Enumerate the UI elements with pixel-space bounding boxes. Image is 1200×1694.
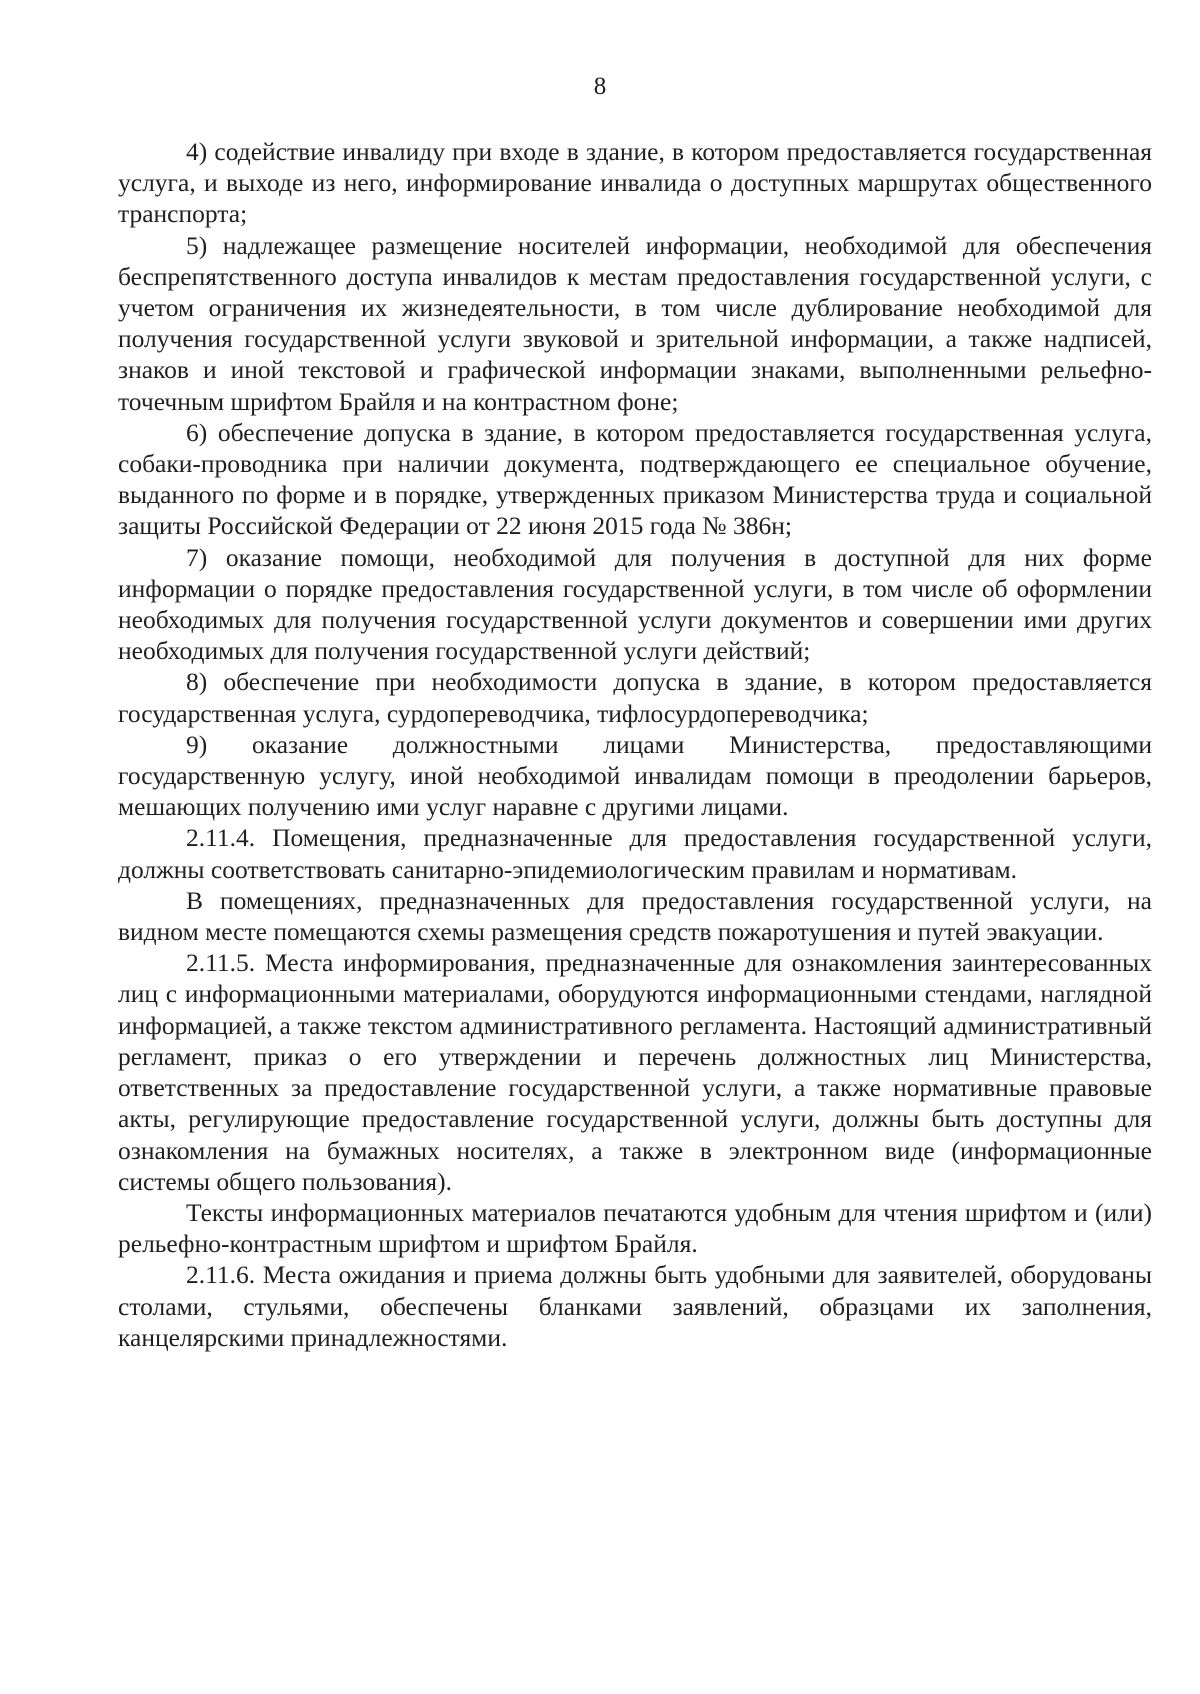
paragraph-evacuation-schemes: В помещениях, предназначенных для предоставления государственной услуги, на видном месте помещаются схемы размещения средств пожаротушения и путей эвакуации. [118, 885, 1152, 947]
page-number: 8 [593, 73, 607, 100]
paragraph-item-5-information-carriers: 5) надлежащее размещение носителей информации, необходимой для обеспечения беспрепятственного доступа инвалидов к местам предоставления государственной услуги, с учетом ограничения их жизнедеятельности, в том числе дублирование необходимой для получения государственной услуги звуковой и зрительной информации, а также надписей, знаков и иной текстовой и графической информации знаками, выполненными рельефно-точечным шрифтом Брайля и на контрастном фоне; [118, 230, 1152, 416]
paragraph-item-9-officials-assistance: 9) оказание должностными лицами Министерства, предоставляющими государственную услугу, иной необходимой инвалидам помощи в преодолении барьеров, мешающих получению ими услуг наравне с другими лицами. [118, 729, 1152, 822]
paragraph-2-11-5-information-places: 2.11.5. Места информирования, предназначенные для ознакомления заинтересованных лиц с информационными материалами, оборудуются информационными стендами, наглядной информацией, а также текстом административного регламента. Настоящий административный регламент, приказ о его утверждении и перечень должностных лиц Министерства, ответственных за предоставление государственной услуги, а также нормативные правовые акты, регулирующие предоставление государственной услуги, должны быть доступны для ознакомления на бумажных носителях, а также в электронном виде (информационные системы общего пользования). [118, 948, 1152, 1196]
paragraph-item-7-help-obtaining-information: 7) оказание помощи, необходимой для получения в доступной для них форме информации о порядке предоставления государственной услуги, в том числе об оформлении необходимых для получения государственной услуги документов и совершении ими других необходимых для получения государственной услуги действий; [118, 542, 1152, 666]
document-body [118, 136, 1152, 1353]
paragraph-item-4-assistance-entry-exit: 4) содействие инвалиду при входе в здание, в котором предоставляется государственная услуга, и выходе из него, информирование инвалида о доступных маршрутах общественного транспорта; [118, 137, 1152, 229]
paragraph-information-materials-fonts: Тексты информационных материалов печатаются удобным для чтения шрифтом и (или) рельефно-контрастным шрифтом и шрифтом Брайля. [118, 1197, 1152, 1259]
paragraph-2-11-6-waiting-places: 2.11.6. Места ожидания и приема должны быть удобными для заявителей, оборудованы столами, стульями, обеспечены бланками заявлений, образцами их заполнения, канцелярскими принадлежностями. [118, 1260, 1152, 1352]
paragraph-item-8-sign-language-interpreter: 8) обеспечение при необходимости допуска в здание, в котором предоставляется государственная услуга, сурдопереводчика, тифлосурдопереводчика; [118, 667, 1152, 728]
paragraph-item-6-guide-dog-access: 6) обеспечение допуска в здание, в котором предоставляется государственная услуга, собаки-проводника при наличии документа, подтверждающего ее специальное обучение, выданного по форме и в порядке, утвержденных приказом Министерства труда и социальной защиты Российской Федерации от 22 июня 2015 года № 386н; [118, 417, 1152, 541]
paragraph-2-11-4-premises-requirements: 2.11.4. Помещения, предназначенные для предоставления государственной услуги, должны соответствовать санитарно-эпидемиологическим правилам и нормативам. [118, 823, 1152, 884]
